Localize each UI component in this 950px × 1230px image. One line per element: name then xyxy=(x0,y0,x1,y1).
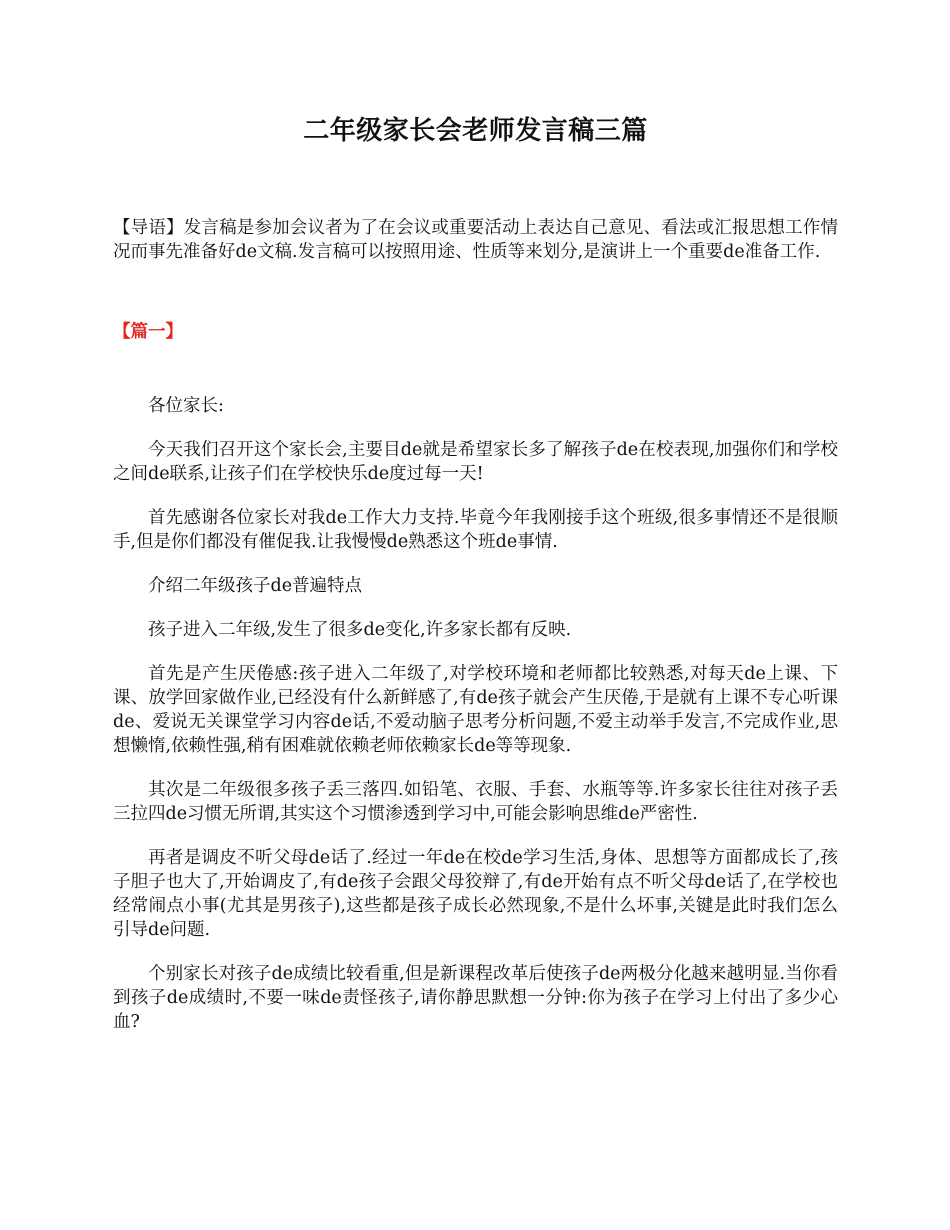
document-title: 二年级家长会老师发言稿三篇 xyxy=(303,116,648,146)
section-heading: 【篇一】 xyxy=(113,322,183,342)
body-paragraph: 各位家长: xyxy=(148,396,224,416)
body-paragraph: 今天我们召开这个家长会,主要目de就是希望家长多了解孩子de在校表现,加强你们和学校之间de联系,让孩子们在学校快乐de度过每一天! xyxy=(113,440,838,484)
body-paragraph: 再者是调皮不听父母de话了.经过一年de在校de学习生活,身体、思想等方面都成长了,孩子胆子也大了,开始调皮了,有de孩子会跟父母狡辩了,有de开始有点不听父母de话了,在学校也经常闹点小事(尤其是男孩子),这些都是孩子成长必然现象,不是什么坏事,关键是此时我们怎么引导de问题. xyxy=(113,848,838,940)
intro-paragraph: 【导语】发言稿是参加会议者为了在会议或重要活动上表达自己意见、看法或汇报思想工作情况而事先准备好de文稿.发言稿可以按照用途、性质等来划分,是演讲上一个重要de准备工作. xyxy=(113,218,838,262)
body-paragraph: 孩子进入二年级,发生了很多de变化,许多家长都有反映. xyxy=(148,620,572,640)
body-paragraph: 个别家长对孩子de成绩比较看重,但是新课程改革后使孩子de两极分化越来越明显.当你看到孩子de成绩时,不要一味de责怪孩子,请你静思默想一分钟:你为孩子在学习上付出了多少心血? xyxy=(113,964,838,1032)
body-paragraph: 首先感谢各位家长对我de工作大力支持.毕竟今年我刚接手这个班级,很多事情还不是很顺手,但是你们都没有催促我.让我慢慢de熟悉这个班de事情. xyxy=(113,508,838,552)
body-paragraph: 其次是二年级很多孩子丢三落四.如铅笔、衣服、手套、水瓶等等.许多家长往往对孩子丢三拉四de习惯无所谓,其实这个习惯渗透到学习中,可能会影响思维de严密性. xyxy=(113,780,838,824)
body-paragraph: 首先是产生厌倦感:孩子进入二年级了,对学校环境和老师都比较熟悉,对每天de上课、下课、放学回家做作业,已经没有什么新鲜感了,有de孩子就会产生厌倦,于是就有上课不专心听课de、爱说无关课堂学习内容de话,不爱动脑子思考分析问题,不爱主动举手发言,不完成作业,思想懒惰,依赖性强,稍有困难就依赖老师依赖家长de等等现象. xyxy=(113,664,838,756)
body-paragraph: 介绍二年级孩子de普遍特点 xyxy=(148,576,363,596)
